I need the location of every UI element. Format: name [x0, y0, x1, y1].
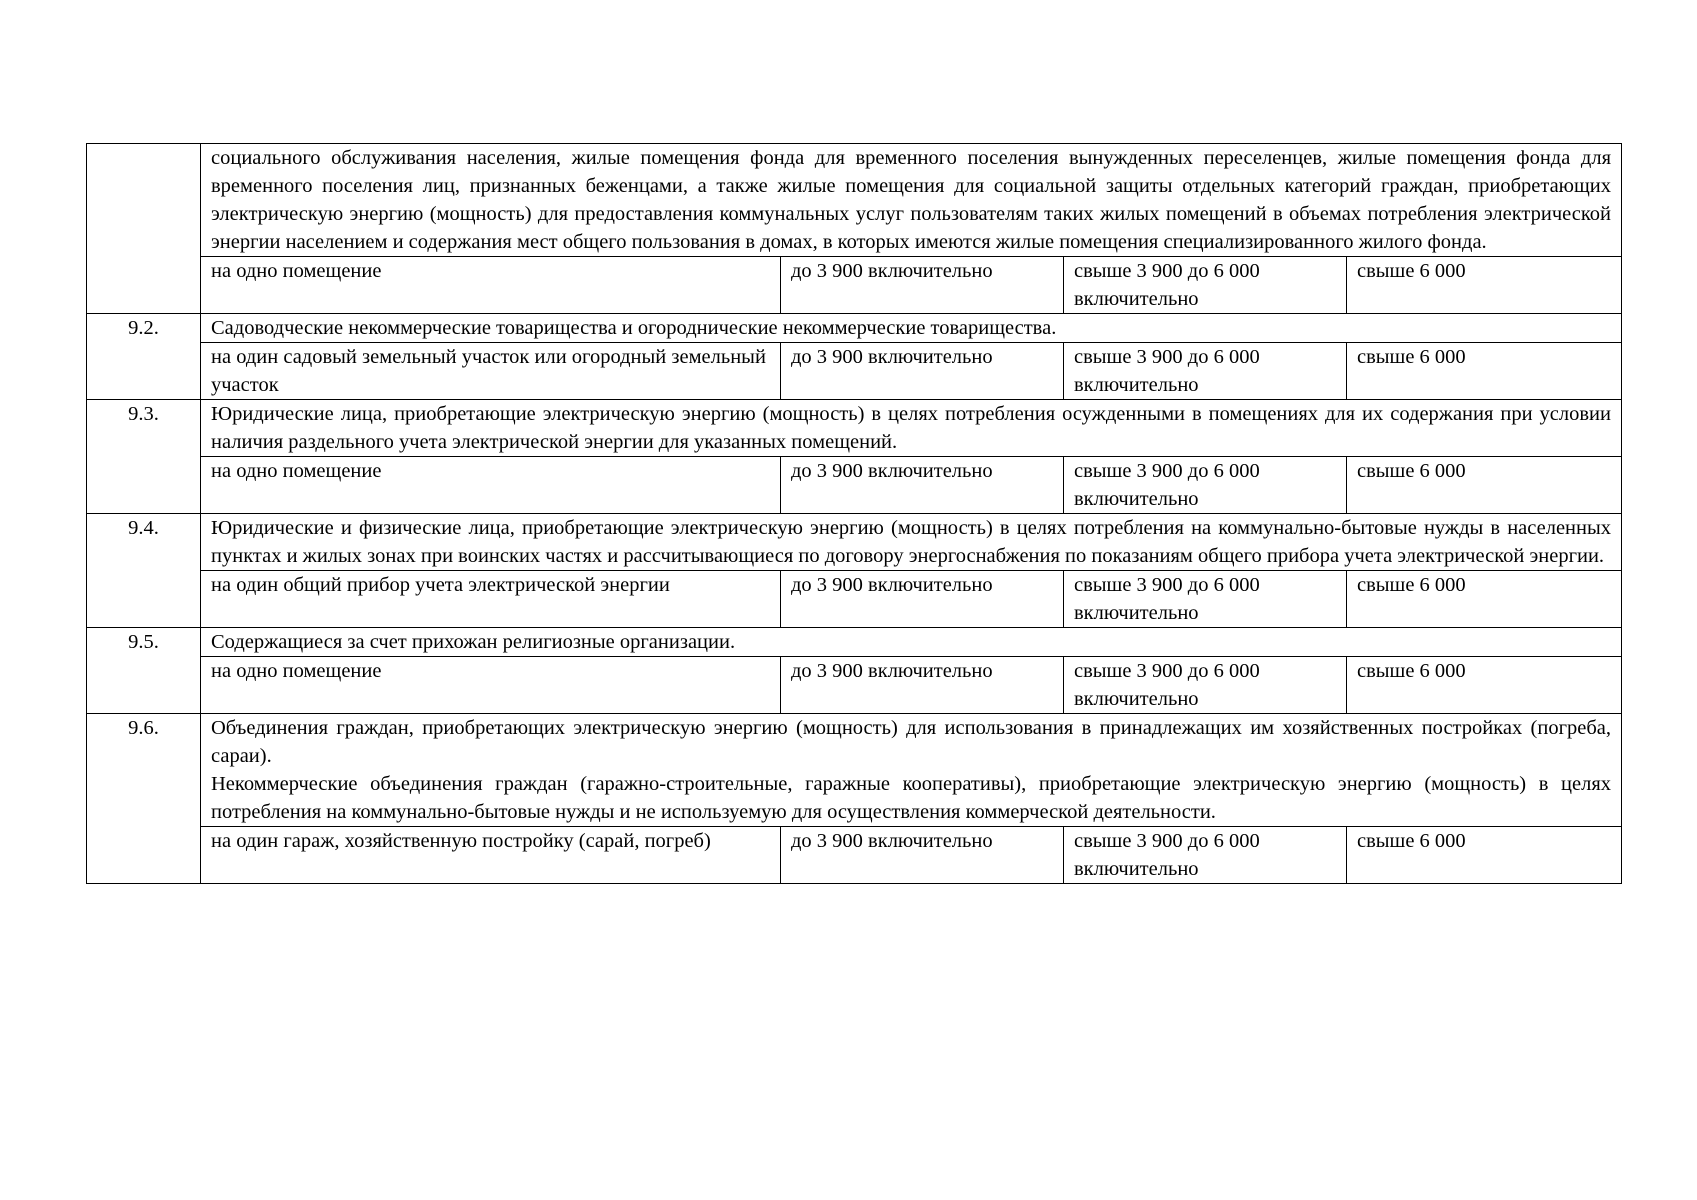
category-description — [201, 400, 1622, 457]
category-description — [201, 314, 1622, 343]
range-low-cell: до 3 900 включительно — [781, 657, 1064, 714]
description-paragraph: социального обслуживания населения, жилые помещения фонда для временного поселения вынужденных переселенцев, жилые помещения фонда для временного поселения лиц, признанных беженцами, а также жилые помещения для социальной защиты отдельных категорий граждан, приобретающих электрическую энергию (мощность) для предоставления коммунальных услуг пользователям таких жилых помещений в объемах потребления электрической энергии населением и содержания мест общего пользования в домах, в которых имеются жилые помещения специализированного жилого фонда. — [211, 147, 1612, 253]
range-low-cell: до 3 900 включительно — [781, 827, 1064, 884]
category-row — [87, 514, 1622, 571]
row-number: 9.3. — [87, 400, 201, 514]
range-mid-cell: свыше 3 900 до 6 000 включительно — [1064, 257, 1347, 314]
range-mid-cell: свыше 3 900 до 6 000 включительно — [1064, 571, 1347, 628]
category-row — [87, 400, 1622, 457]
description-paragraph: Некоммерческие объединения граждан (гаражно-строительные, гаражные кооперативы), приобретающие электрическую энергию (мощность) в целях потребления на коммунально-бытовые нужды и не используемую для осуществления коммерческой деятельности. — [211, 773, 1612, 823]
tariff-row — [87, 571, 1622, 628]
range-mid-cell: свыше 3 900 до 6 000 включительно — [1064, 657, 1347, 714]
tariff-row — [87, 257, 1622, 314]
range-high-cell: свыше 6 000 — [1347, 343, 1622, 400]
category-row — [87, 314, 1622, 343]
category-row — [87, 714, 1622, 827]
tariff-table — [86, 143, 1622, 884]
tariff-row — [87, 457, 1622, 514]
category-description — [201, 514, 1622, 571]
description-paragraph: Садоводческие некоммерческие товарищества и огороднические некоммерческие товарищества. — [211, 317, 1057, 339]
description-paragraph: Юридические и физические лица, приобретающие электрическую энергию (мощность) в целях потребления на коммунально-бытовые нужды в населенных пунктах и жилых зонах при воинских частях и рассчитывающиеся по договору энергоснабжения по показаниям общего прибора учета электрической энергии. — [211, 517, 1612, 567]
range-low-cell: до 3 900 включительно — [781, 257, 1064, 314]
range-high-cell: свыше 6 000 — [1347, 571, 1622, 628]
range-mid-cell: свыше 3 900 до 6 000 включительно — [1064, 457, 1347, 514]
range-low-cell: до 3 900 включительно — [781, 457, 1064, 514]
row-number: 9.5. — [87, 628, 201, 714]
range-high-cell: свыше 6 000 — [1347, 457, 1622, 514]
range-mid-cell: свыше 3 900 до 6 000 включительно — [1064, 827, 1347, 884]
category-row — [87, 144, 1622, 257]
description-paragraph: Юридические лица, приобретающие электрическую энергию (мощность) в целях потребления осужденными в помещениях для их содержания при условии наличия раздельного учета электрической энергии для указанных помещений. — [211, 403, 1612, 453]
row-number — [87, 144, 201, 314]
category-description — [201, 144, 1622, 257]
unit-cell: на одно помещение — [201, 457, 781, 514]
tariff-row — [87, 343, 1622, 400]
category-description — [201, 714, 1622, 827]
category-description — [201, 628, 1622, 657]
range-low-cell: до 3 900 включительно — [781, 343, 1064, 400]
unit-cell: на одно помещение — [201, 257, 781, 314]
tariff-row — [87, 657, 1622, 714]
range-high-cell: свыше 6 000 — [1347, 657, 1622, 714]
unit-cell: на один общий прибор учета электрической энергии — [201, 571, 781, 628]
tariff-row — [87, 827, 1622, 884]
row-number: 9.2. — [87, 314, 201, 400]
row-number: 9.4. — [87, 514, 201, 628]
range-mid-cell: свыше 3 900 до 6 000 включительно — [1064, 343, 1347, 400]
category-row — [87, 628, 1622, 657]
range-high-cell: свыше 6 000 — [1347, 827, 1622, 884]
description-paragraph: Содержащиеся за счет прихожан религиозные организации. — [211, 631, 736, 653]
row-number: 9.6. — [87, 714, 201, 884]
description-paragraph: Объединения граждан, приобретающих электрическую энергию (мощность) для использования в принадлежащих им хозяйственных постройках (погреба, сараи). — [211, 717, 1612, 767]
range-low-cell: до 3 900 включительно — [781, 571, 1064, 628]
range-high-cell: свыше 6 000 — [1347, 257, 1622, 314]
unit-cell: на один гараж, хозяйственную постройку (сарай, погреб) — [201, 827, 781, 884]
unit-cell: на один садовый земельный участок или огородный земельный участок — [201, 343, 781, 400]
unit-cell: на одно помещение — [201, 657, 781, 714]
